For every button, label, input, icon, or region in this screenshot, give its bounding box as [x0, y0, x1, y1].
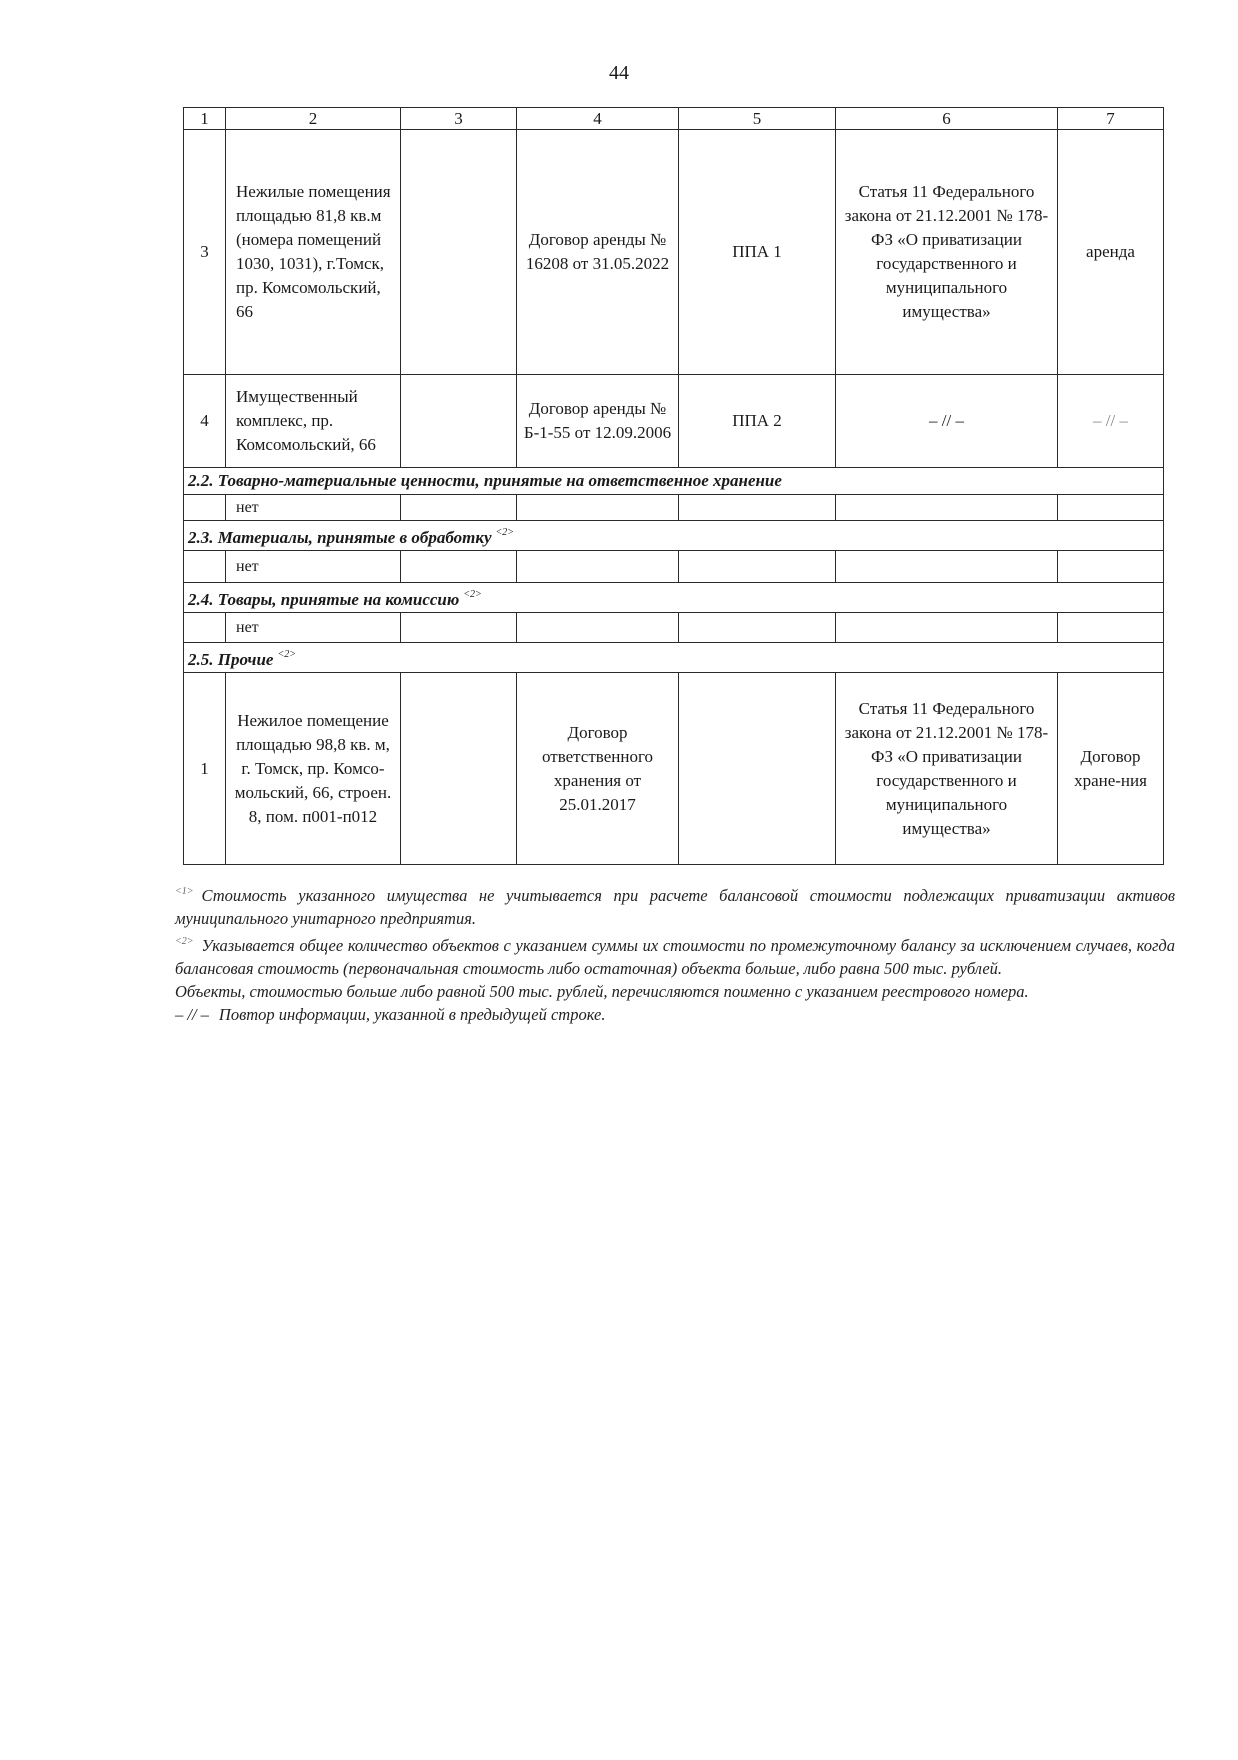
- document-cell: Договор аренды № 16208 от 31.05.2022: [517, 130, 679, 375]
- header-col-2: 2: [226, 108, 401, 130]
- page-number: 44: [609, 62, 629, 84]
- footnote-3-text: Объекты, стоимостью больше либо равной 500 тыс. рублей, перечисляются поименно с указанием реестрового номера.: [175, 982, 1029, 1001]
- object-description: Нежилое помещение площадью 98,8 кв. м, г. Томск, пр. Комсо-мольский, 66, строен. 8, пом. п001-п012: [226, 673, 401, 865]
- section-2-5-row: [184, 643, 1164, 673]
- section-2-5-title: 2.5. Прочие: [188, 650, 274, 669]
- footnote-2-mark: <2>: [175, 936, 194, 947]
- legal-basis-cell: – // –: [836, 375, 1058, 468]
- footnote-ref: <2>: [495, 527, 515, 538]
- section-title: [184, 468, 1164, 495]
- header-col-7: 7: [1058, 108, 1164, 130]
- document-cell: Договор аренды № Б-1-55 от 12.09.2006: [517, 375, 679, 468]
- code-cell: ППА 1: [679, 130, 836, 375]
- table-row: [184, 673, 1164, 865]
- footnote-2-text: Указывается общее количество объектов с указанием суммы их стоимости по промежуточному балансу за исключением случаев, когда балансовая стоимость (первоначальная стоимость либо остаточная) объекта больше, либо равна 500 тыс. рублей.: [175, 936, 1175, 978]
- header-col-6: 6: [836, 108, 1058, 130]
- code-cell: ППА 2: [679, 375, 836, 468]
- row-number: 4: [184, 375, 226, 468]
- code-cell: [679, 673, 836, 865]
- section-title: [184, 521, 1164, 551]
- col3-cell: [401, 130, 517, 375]
- document-cell: Договор ответственного хранения от 25.01.2017: [517, 673, 679, 865]
- header-row: [184, 108, 1164, 130]
- section-2-2-row: [184, 468, 1164, 495]
- empty-value: нет: [226, 613, 401, 643]
- header-col-4: 4: [517, 108, 679, 130]
- footnote-4: [175, 1003, 1175, 1026]
- property-table: [183, 107, 1164, 865]
- section-2-4-row: [184, 583, 1164, 613]
- footnote-1-mark: <1>: [175, 886, 194, 897]
- footnote-4-text: Повтор информации, указанной в предыдущей строке.: [218, 1005, 606, 1024]
- col3-cell: [401, 375, 517, 468]
- table-row: [184, 495, 1164, 521]
- empty-value: нет: [226, 551, 401, 583]
- type-cell: Договор хране-ния: [1058, 673, 1164, 865]
- object-description: Имущественный комплекс, пр. Комсомольский, 66: [226, 375, 401, 468]
- footnote-3: [175, 980, 1175, 1003]
- section-2-4-title: 2.4. Товары, принятые на комиссию: [188, 590, 460, 609]
- section-title: [184, 583, 1164, 613]
- footnote-1-text: Стоимость указанного имущества не учитывается при расчете балансовой стоимости подлежащих приватизации активов муниципального унитарного предприятия.: [175, 886, 1175, 928]
- header-col-3: 3: [401, 108, 517, 130]
- footnote-ref: <2>: [277, 649, 296, 660]
- table-row: [184, 613, 1164, 643]
- col3-cell: [401, 673, 517, 865]
- table-row: [184, 130, 1164, 375]
- legal-basis-cell: Статья 11 Федерального закона от 21.12.2001 № 178-ФЗ «О приватизации государственного и муниципального имущества»: [836, 130, 1058, 375]
- section-2-3-row: [184, 521, 1164, 551]
- repeat-mark: – // –: [175, 1005, 209, 1024]
- type-cell: – // –: [1058, 375, 1164, 468]
- header-col-5: 5: [679, 108, 836, 130]
- section-2-3-title: 2.3. Материалы, принятые в обработку: [188, 528, 492, 547]
- row-number: 1: [184, 673, 226, 865]
- legal-basis-cell: Статья 11 Федерального закона от 21.12.2001 № 178-ФЗ «О приватизации государственного и муниципального имущества»: [836, 673, 1058, 865]
- row-number: 3: [184, 130, 226, 375]
- section-2-2-title: 2.2. Товарно-материальные ценности, принятые на ответственное хранение: [188, 471, 782, 490]
- header-col-1: 1: [184, 108, 226, 130]
- table-row: [184, 375, 1164, 468]
- object-description: Нежилые помещения площадью 81,8 кв.м (номера помещений 1030, 1031), г.Томск, пр. Комсомольский, 66: [226, 130, 401, 375]
- type-cell: аренда: [1058, 130, 1164, 375]
- empty-value: нет: [226, 495, 401, 521]
- footnote-1: [175, 880, 1175, 930]
- footnotes: [175, 880, 1175, 1026]
- footnote-ref: <2>: [463, 589, 482, 600]
- section-title: [184, 643, 1164, 673]
- footnote-2: [175, 930, 1175, 980]
- table-row: [184, 551, 1164, 583]
